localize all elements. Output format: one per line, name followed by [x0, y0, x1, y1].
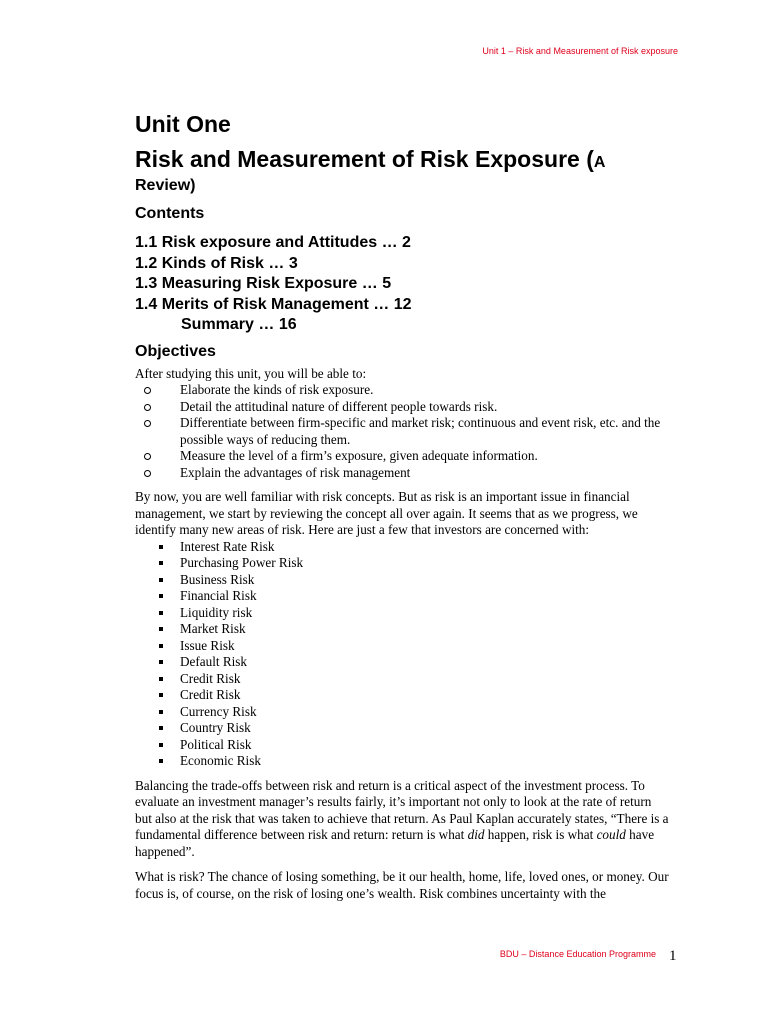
contents-heading: Contents [135, 205, 205, 222]
risk-item: Economic Risk [135, 753, 670, 770]
objective-item: Elaborate the kinds of risk exposure. [135, 382, 670, 399]
objective-item: Explain the advantages of risk management [135, 465, 670, 482]
unit-title-a: A [593, 154, 606, 171]
toc-item[interactable]: 1.4 Merits of Risk Management … 12 [135, 295, 412, 313]
toc-item[interactable]: 1.1 Risk exposure and Attitudes … 2 [135, 234, 411, 251]
objective-item: Measure the level of a firm’s exposure, given adequate information. [135, 448, 670, 465]
toc-item[interactable]: 1.2 Kinds of Risk … 3 [135, 254, 298, 272]
page-content [135, 110, 670, 902]
footer-programme: BDU – Distance Education Programme [499, 949, 656, 959]
objectives-list [135, 382, 670, 481]
risk-item: Default Risk [135, 654, 670, 671]
risk-item: Interest Rate Risk [135, 539, 670, 556]
unit-title [135, 146, 670, 196]
objective-item: Detail the attitudinal nature of different people towards risk. [135, 399, 670, 416]
risk-item: Credit Risk [135, 687, 670, 704]
unit-title-review: Review) [135, 177, 196, 194]
toc-item[interactable]: 1.3 Measuring Risk Exposure … 5 [135, 275, 392, 293]
tradeoff-text-a: Balancing the trade-offs between risk and return is a critical aspect of the investment process. To evaluate an investment manager’s results fairly, it’s important not only to look at the rate of return but also at the risk that was taken to achieve that return. As Paul Kaplan accurately states, “There is a fundamental difference between risk and return: return is what [135, 777, 669, 843]
objectives-intro: After studying this unit, you will be able to: [135, 365, 367, 381]
objective-item: Differentiate between firm-specific and market risk; continuous and event risk, etc. and the possible ways of reducing them. [135, 415, 670, 448]
objectives-heading: Objectives [135, 342, 216, 360]
risk-item: Business Risk [135, 572, 670, 589]
tradeoff-emphasis-did: did [467, 827, 485, 843]
risk-item: Political Risk [135, 737, 670, 754]
risk-item: Purchasing Power Risk [135, 555, 670, 572]
risk-item: Currency Risk [135, 704, 670, 721]
table-of-contents [135, 233, 670, 336]
risk-item: Liquidity risk [135, 605, 670, 622]
toc-item[interactable]: Summary … 16 [181, 316, 297, 334]
page-number: 1 [669, 948, 677, 964]
unit-heading: Unit One [135, 111, 231, 137]
tradeoff-paragraph [135, 778, 670, 861]
risk-item: Credit Risk [135, 671, 670, 688]
tradeoff-text-b: happen, risk is what [484, 827, 597, 843]
risk-types-list [135, 539, 670, 770]
running-header: Unit 1 – Risk and Measurement of Risk exposure [482, 46, 678, 56]
risk-item: Financial Risk [135, 588, 670, 605]
risk-item: Issue Risk [135, 638, 670, 655]
risk-item: Country Risk [135, 720, 670, 737]
what-is-risk-paragraph: What is risk? The chance of losing something, be it our health, home, life, loved ones, or money. Our focus is, of course, on the risk of losing one’s wealth. Risk combines uncertainty with the [135, 869, 669, 901]
intro-paragraph: By now, you are well familiar with risk concepts. But as risk is an important issue in financial management, we start by reviewing the concept all over again. It seems that as we progress, we identify many new areas of risk. Here are just a few that investors are concerned with: [135, 489, 638, 538]
tradeoff-emphasis-could: could [596, 827, 626, 843]
unit-title-main: Risk and Measurement of Risk Exposure ( [135, 146, 594, 172]
risk-item: Market Risk [135, 621, 670, 638]
tradeoff-text-c: have happened”. [135, 827, 655, 859]
